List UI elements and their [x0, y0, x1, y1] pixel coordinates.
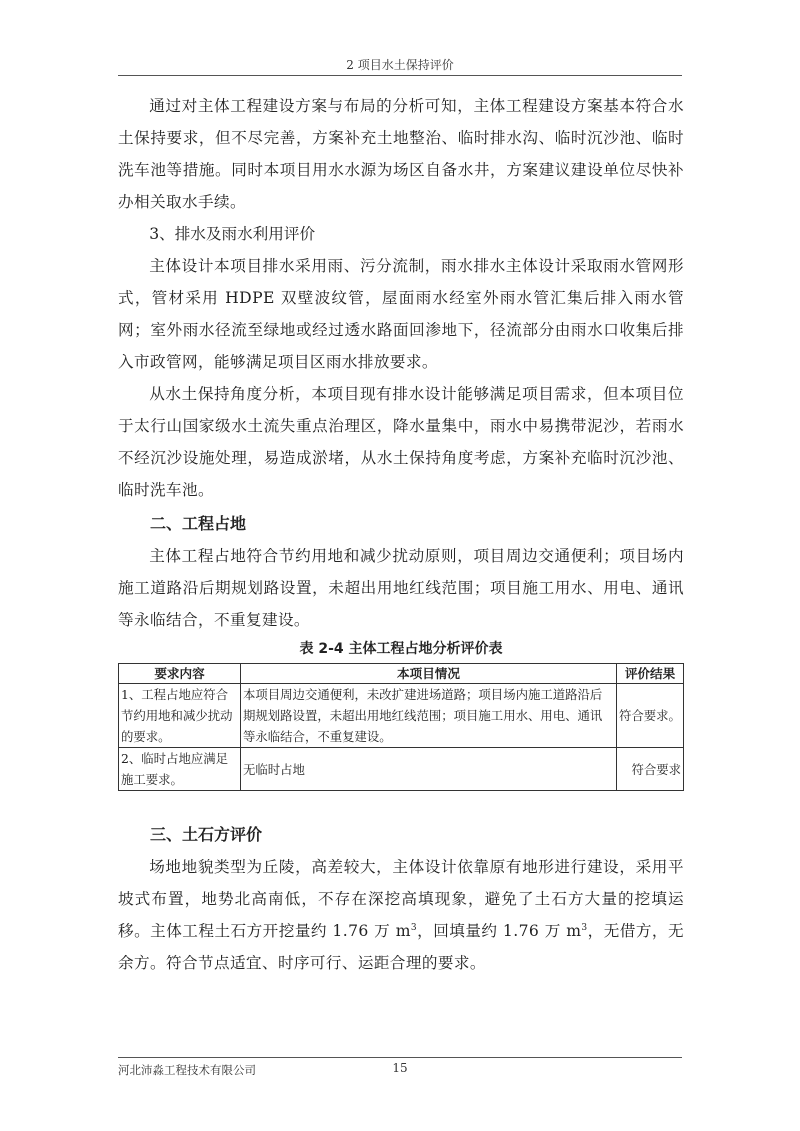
paragraph-drainage-design: 主体设计本项目排水采用雨、污分流制，雨水排水主体设计采取雨水管网形式，管材采用 HDPE 双壁波纹管，屋面雨水经室外雨水管汇集后排入雨水管网；室外雨水径流至绿地或经过透水路面回渗地下，径流部分由雨水口收集后排入市政管网，能够满足项目区雨水排放要求。 — [118, 257, 684, 371]
superscript-cubic: 3 — [581, 922, 588, 933]
earthwork-text-a: 场地地貌类型为丘陵，高差较大，主体设计依靠原有地形进行建设，采用平坡式布置，地势北高南低，不存在深挖高填现象，避免了土石方大量的挖填运移。主体工程土石方开挖量约 1.76 万 m — [118, 858, 684, 940]
table-cell-situation: 本项目周边交通便利，未改扩建进场道路；项目场内施工道路沿后期规划路设置，未超出用地红线范围；项目施工用水、用电、通讯等永临结合，不重复建设。 — [241, 684, 617, 748]
table-cell-result: 符合要求。 — [617, 684, 684, 748]
footer-company: 河北沛淼工程技术有限公司 — [118, 1063, 256, 1077]
running-header: 2 项目水土保持评价 — [346, 58, 454, 72]
footer-rule — [118, 1057, 682, 1058]
paragraph-layout-analysis: 通过对主体工程建设方案与布局的分析可知，主体工程建设方案基本符合水土保持要求，但不尽完善，方案补充土地整治、临时排水沟、临时沉沙池、临时洗车池等措施。同时本项目用水水源为场区自备水井，方案建议建设单位尽快补办相关取水手续。 — [118, 97, 684, 211]
land-occupation-table — [118, 663, 684, 791]
paragraph-earthwork — [118, 851, 684, 979]
table-header-cell: 本项目情况 — [241, 664, 617, 684]
paragraph-land-occupation: 主体工程占地符合节约用地和减少扰动原则，项目周边交通便利；项目场内施工道路沿后期规划路设置，未超出用地红线范围；项目施工用水、用电、通讯等永临结合，不重复建设。 — [118, 547, 684, 629]
page-body — [118, 90, 684, 979]
table-cell-requirement: 1、工程占地应符合节约用地和减少扰动的要求。 — [119, 684, 241, 748]
table-header-row — [119, 664, 684, 684]
table-cell-situation: 无临时占地 — [241, 748, 617, 791]
earthwork-text-b: ，回填量约 1.76 万 m — [417, 922, 582, 940]
page-number: 15 — [392, 1061, 408, 1075]
table-caption: 表 2-4 主体工程占地分析评价表 — [299, 641, 503, 657]
table-cell-result: 符合要求 — [617, 748, 684, 791]
table-header-cell: 评价结果 — [617, 664, 684, 684]
subheading-drainage: 3、排水及雨水利用评价 — [149, 225, 316, 243]
heading-land-occupation: 二、工程占地 — [150, 514, 247, 533]
table-row — [119, 684, 684, 748]
superscript-cubic: 3 — [410, 922, 418, 933]
table-row — [119, 748, 684, 791]
earthwork-text-c: ，无借方，无余方。符合节点适宜、时序可行、运距合理的要求。 — [118, 922, 684, 972]
heading-earthwork: 三、土石方评价 — [150, 825, 263, 844]
paragraph-drainage-analysis: 从水土保持角度分析，本项目现有排水设计能够满足项目需求，但本项目位于太行山国家级水土流失重点治理区，降水量集中，雨水中易携带泥沙，若雨水不经沉沙设施处理，易造成淤堵，从水土保持角度考虑，方案补充临时沉沙池、临时洗车池。 — [118, 385, 684, 499]
table-cell-requirement: 2、临时占地应满足施工要求。 — [119, 748, 241, 791]
table-header-cell: 要求内容 — [119, 664, 241, 684]
header-rule — [118, 75, 682, 76]
